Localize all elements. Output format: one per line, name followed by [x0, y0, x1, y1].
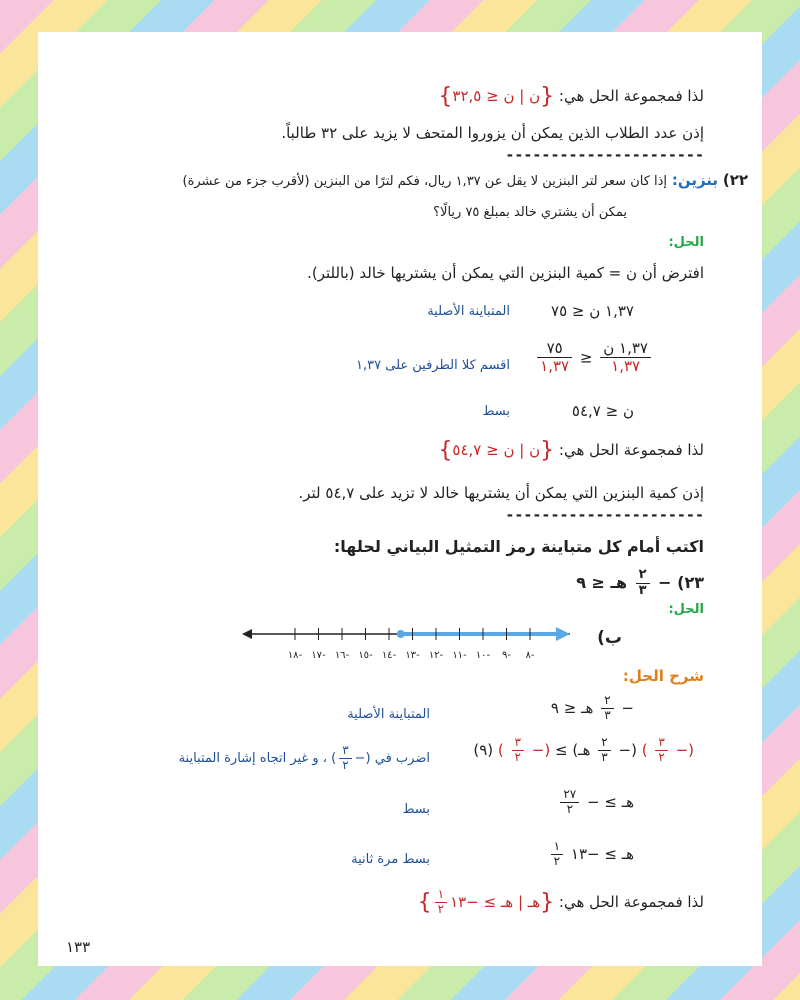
- step2-left-num: ١,٣٧ ن: [600, 340, 651, 358]
- e4-num: ١: [551, 840, 563, 855]
- number-line-tick-label: -١٤: [381, 650, 397, 661]
- brace-open: {: [540, 438, 555, 463]
- e3-prefix: هـ ≥ −: [587, 792, 634, 811]
- e2-right-den: ٢: [514, 749, 521, 764]
- e2-mid-den: ٣: [601, 749, 608, 764]
- e2-left-open: (−: [675, 740, 694, 759]
- step1-label: المتباينة الأصلية: [427, 304, 510, 319]
- e3-label: بسط: [402, 802, 430, 817]
- e2-label-fraction: [339, 744, 351, 773]
- solution-set-content: ن | ن ≤ ٥٤,٧: [452, 441, 541, 459]
- solution-set-den: ٢: [437, 901, 445, 916]
- solution-set-label: لذا فمجموعة الحل هي:: [558, 441, 704, 459]
- e2-left-den: ٢: [658, 749, 665, 764]
- number-line-tick-label: -٨: [525, 650, 535, 661]
- step2-math: [534, 340, 654, 376]
- e2-right-num: ٣: [512, 736, 524, 751]
- e2-mid-open: (−: [618, 740, 637, 759]
- e2-left-group: [637, 735, 694, 764]
- ineq-frac-den: ٣: [638, 582, 647, 598]
- step2-label: اقسم كلا الطرفين على ١,٣٧: [356, 358, 510, 373]
- number-line-closed-dot: [397, 630, 405, 638]
- e2-mid-fraction: [598, 736, 610, 765]
- step2-symbol: ≤: [579, 348, 593, 367]
- e1-prefix: −: [621, 698, 634, 717]
- e2-mid-num: ٢: [598, 736, 610, 751]
- e4-den: ٢: [553, 853, 561, 868]
- e2-math: [473, 736, 694, 765]
- step3-math: ن ≤ ٥٤,٧: [571, 402, 634, 420]
- solution-set-1: [438, 84, 704, 109]
- page-number: ١٣٣: [66, 938, 91, 956]
- e2-right-close: ): [497, 740, 504, 759]
- number-line-tick-label: -١٠: [475, 650, 491, 661]
- e4-fraction: [551, 840, 563, 869]
- step3-label: بسط: [482, 404, 510, 419]
- problem-23: [576, 568, 704, 599]
- brace-close: }: [438, 438, 453, 463]
- number-line-tick-label: -١٧: [311, 650, 326, 661]
- number-line: [238, 622, 578, 664]
- e3-num: ٢٧: [560, 788, 579, 803]
- step2-right-num: ٧٥: [544, 340, 566, 358]
- number-line-right-arrow: [556, 627, 570, 641]
- e4-prefix: هـ ≥ −١٣: [570, 844, 634, 863]
- e4-math: [548, 840, 634, 869]
- solution-set-num: ١: [435, 888, 447, 903]
- problem-22-line2: يمكن أن يشتري خالد بمبلغ ٧٥ ريالًا؟: [433, 205, 627, 220]
- conclusion-22: إذن كمية البنزين التي يمكن أن يشتريها خالد لا تزيد على ٥٤,٧ لتر.: [298, 484, 704, 502]
- number-line-tick-label: -١٢: [428, 650, 444, 661]
- e1-math: [551, 694, 634, 723]
- e4-label: بسط مرة ثانية: [351, 852, 430, 867]
- e2-right-suffix: (٩): [473, 740, 494, 759]
- step2-left-fraction: [600, 340, 651, 376]
- e2-right-fraction: [512, 736, 524, 765]
- number-line-tick-label: -١٨: [287, 650, 303, 661]
- e3-math: [557, 788, 634, 817]
- brace-close: }: [417, 889, 432, 915]
- problem-text: إذا كان سعر لتر البنزين لا يقل عن ١,٣٧ ريال، فكم لترًا من البنزين (لأقرب جزء من عشرة): [182, 174, 668, 189]
- e1-num: ٢: [601, 694, 613, 709]
- e1-den: ٣: [604, 707, 611, 722]
- solution-set-23: [418, 888, 704, 917]
- e2-right-open: (−: [531, 740, 551, 759]
- e2-label-part1: اضرب في: [374, 750, 430, 766]
- brace-close: }: [438, 84, 453, 109]
- instruction: اكتب أمام كل متباينة رمز التمثيل البياني لحلها:: [333, 537, 704, 556]
- solution-set-label: لذا فمجموعة الحل هي:: [558, 892, 704, 911]
- ineq-prefix: −: [658, 572, 672, 592]
- e2-right-group: [493, 735, 551, 764]
- e2-left-fraction: [655, 736, 667, 765]
- ineq-fraction: [636, 568, 650, 599]
- e3-den: ٢: [566, 801, 574, 816]
- solution-label-23: الحل:: [668, 602, 704, 617]
- problem-number: ٢٢): [722, 171, 748, 189]
- number-line-left-arrow: [242, 629, 252, 639]
- step2-right-fraction: [537, 340, 572, 376]
- e2-left-close: ): [641, 740, 648, 759]
- e2-left-num: ٣: [655, 736, 667, 751]
- answer-letter: ب): [597, 628, 622, 648]
- e2-label-den: ٢: [342, 757, 349, 772]
- number-line-tick-label: -١١: [452, 650, 467, 661]
- solution-set-fraction: [435, 888, 447, 917]
- assume-statement: افترض أن ن = كمية البنزين التي يمكن أن يشتريها خالد (باللتر).: [307, 264, 704, 282]
- solution-set-22: [438, 438, 704, 463]
- step2-right-den: ١,٣٧: [537, 357, 572, 375]
- conclusion-1: إذن عدد الطلاب الذين يمكن أن يزوروا المتحف لا يزيد على ٣٢ طالباً.: [281, 124, 704, 142]
- number-line-tick-label: -١٦: [334, 650, 350, 661]
- e2-label-num: ٣: [339, 744, 351, 759]
- problem-22-line1: [183, 171, 749, 189]
- ineq-frac-num: ٢: [636, 568, 650, 584]
- separator-2: ----------------------: [505, 506, 704, 524]
- step2-left-den: ١,٣٧: [608, 357, 643, 375]
- e1-suffix: هـ ≤ ٩: [550, 698, 594, 717]
- solution-set-content: هـ | هـ ≥ −١٣: [450, 892, 541, 911]
- explain-label: شرح الحل:: [622, 667, 704, 685]
- number-line-tick-label: -١٥: [358, 650, 373, 661]
- number-line-tick-label: -١٣: [405, 650, 420, 661]
- ineq-suffix: هـ ≤ ٩: [576, 572, 628, 592]
- brace-open: {: [540, 84, 555, 109]
- problem-number: ٢٣): [677, 572, 704, 592]
- number-line-tick-label: -٩: [502, 650, 511, 661]
- separator-1: ----------------------: [505, 146, 704, 164]
- worksheet-page: [38, 32, 762, 966]
- e2-label: اضرب في (− $\frac{٣}{٢}$ ) ، و غير اتجاه إشارة المتباينة: [178, 743, 430, 772]
- e2-label-part2: ، و غير اتجاه إشارة المتباينة: [178, 750, 327, 766]
- problem-topic: بنزين:: [671, 171, 719, 189]
- step1-math: ١,٣٧ ن ≤ ٧٥: [551, 302, 634, 320]
- e3-fraction: [560, 788, 579, 817]
- solution-set-label: لذا فمجموعة الحل هي:: [558, 87, 704, 105]
- solution-label-22: الحل:: [668, 235, 704, 250]
- e1-fraction: [601, 694, 613, 723]
- e1-label: المتباينة الأصلية: [347, 707, 430, 722]
- brace-open: {: [540, 889, 555, 915]
- solution-set-content: ن | ن ≤ ٣٢,٥: [452, 87, 541, 105]
- e2-mid-suffix: هـ) ≥: [554, 740, 591, 759]
